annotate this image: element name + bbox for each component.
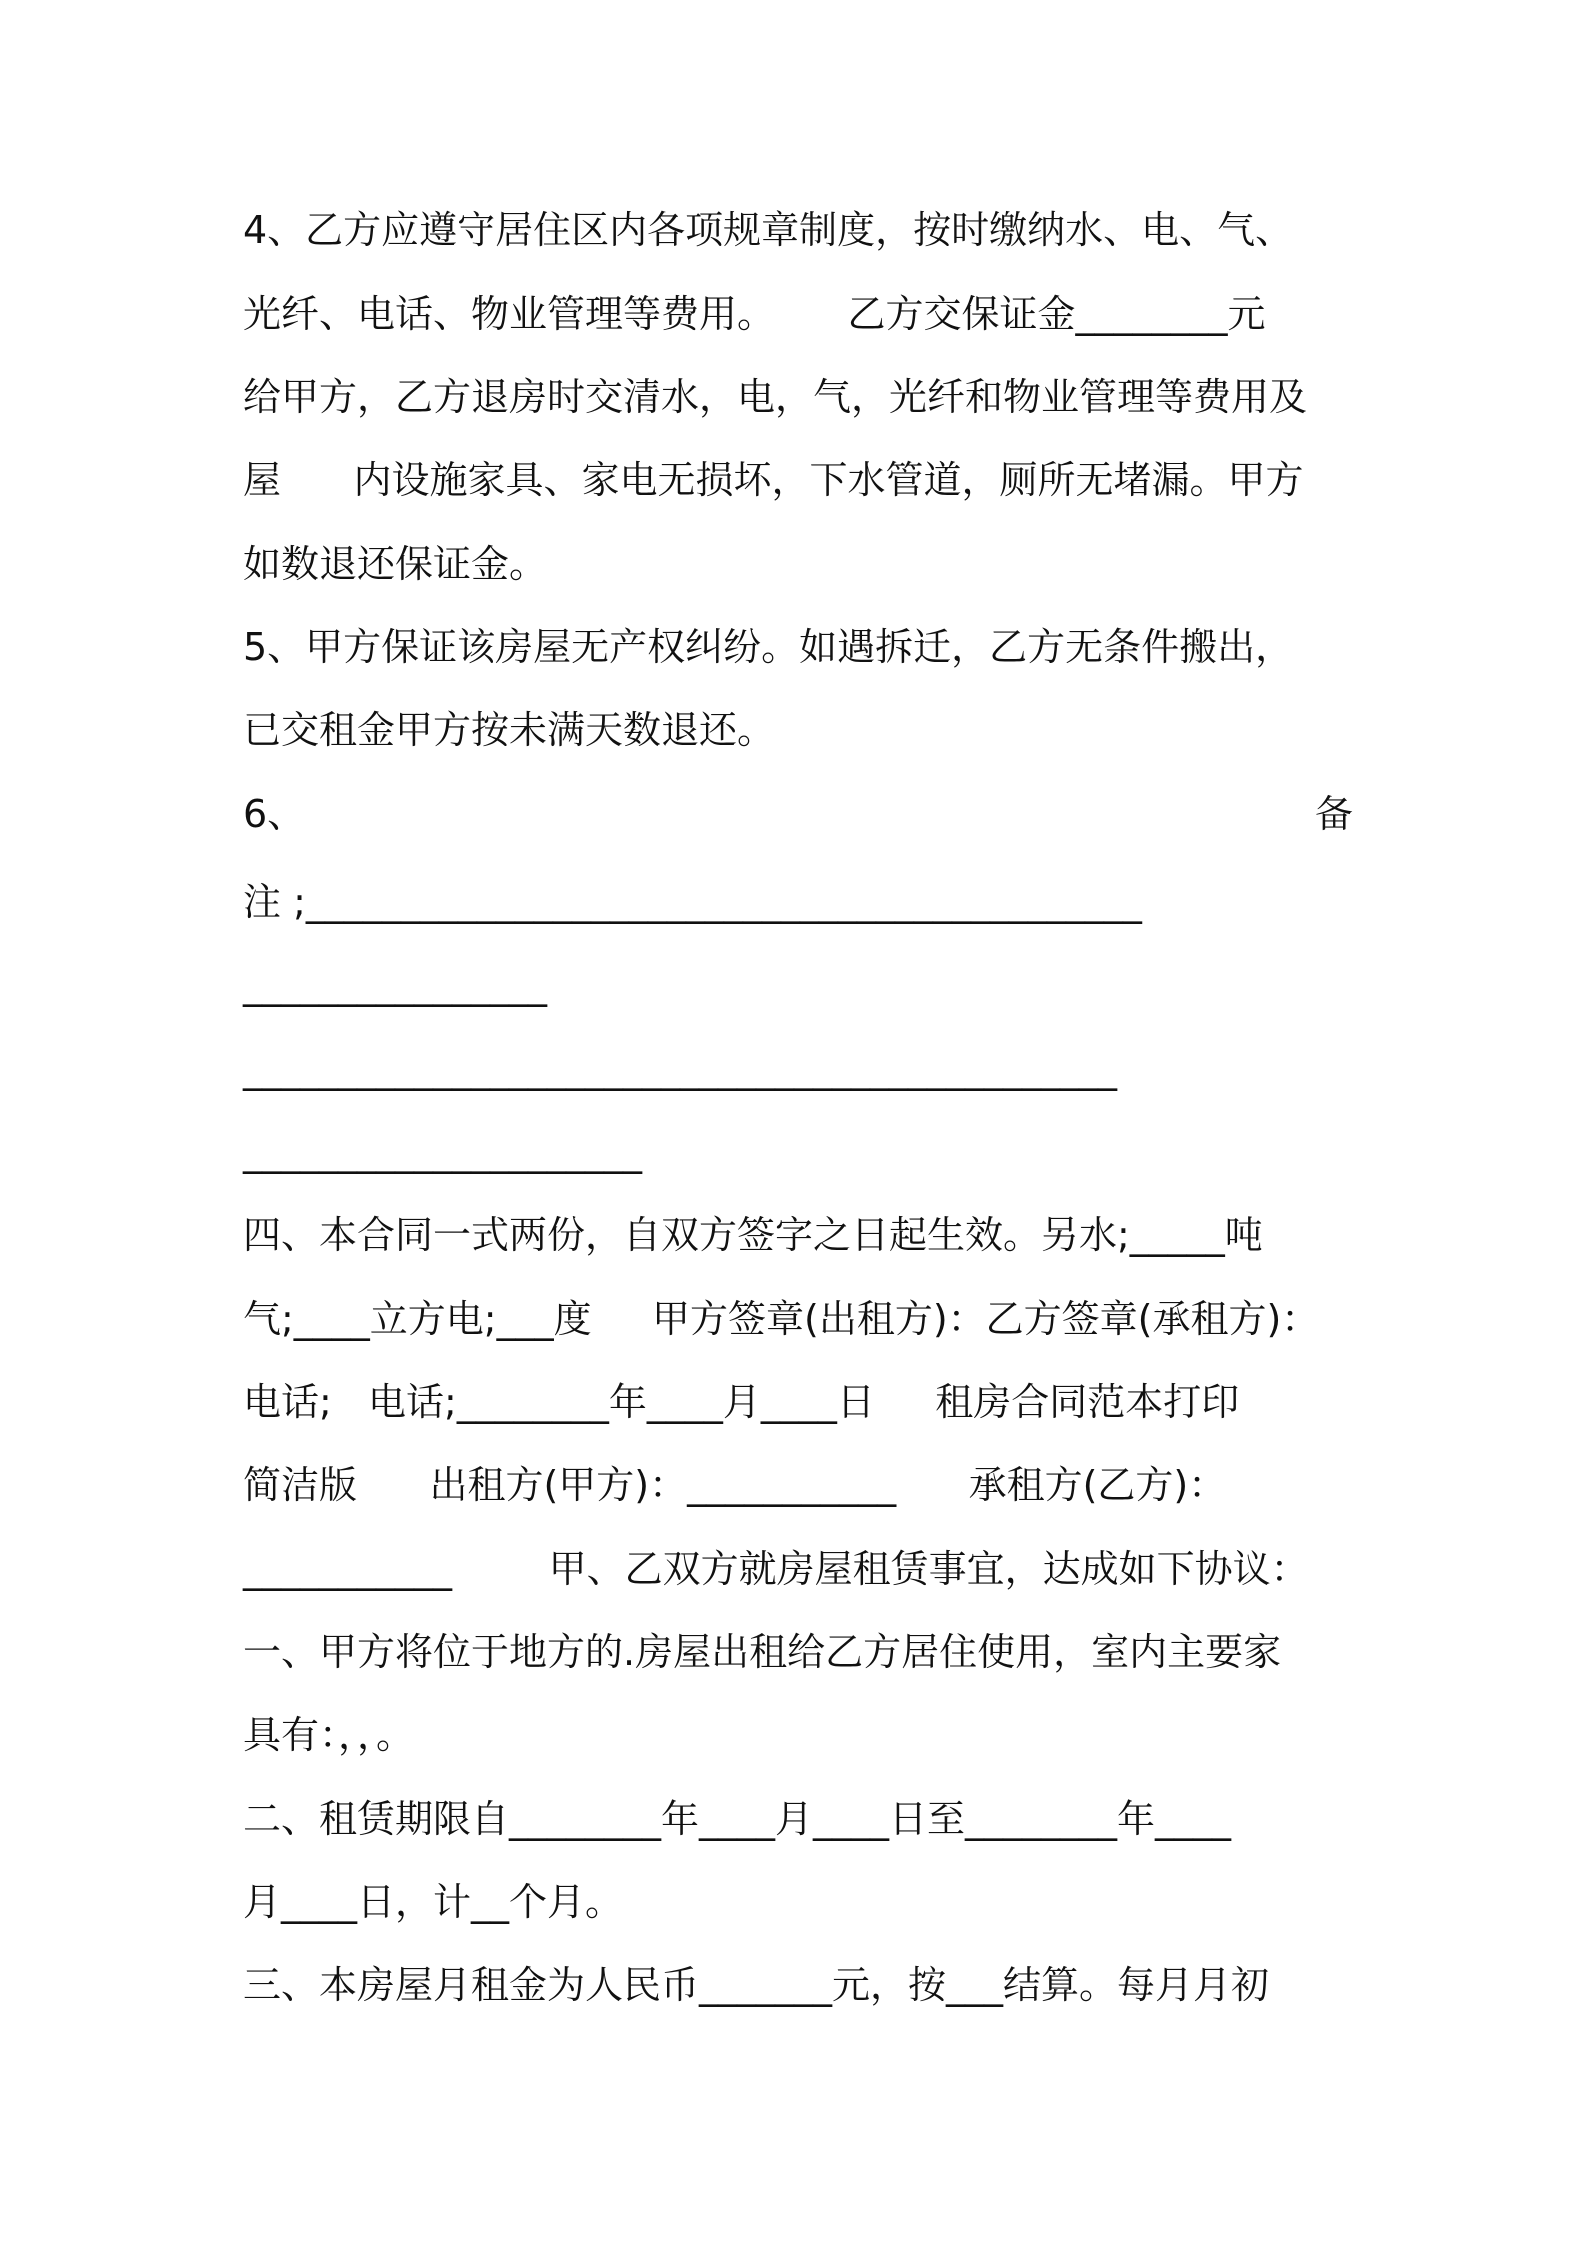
blank-line: ______________________________________________ <box>243 1047 1117 1091</box>
text-line: 月____日，计__个月。 <box>243 1880 624 1924</box>
text-line: 四、本合同一式两份，自双方签字之日起生效。另水;_____吨 <box>243 1213 1263 1257</box>
item-6-number: 6、 <box>243 792 306 836</box>
text-line: 三、本房屋月租金为人民币_______元，按___结算。每月月初 <box>243 1963 1270 2007</box>
text-line: 屋 内设施家具、家电无损坏，下水管道，厕所无堵漏。甲方 <box>243 458 1304 502</box>
text-line: 光纤、电话、物业管理等费用。 乙方交保证金________元 <box>243 292 1266 336</box>
text-line: 给甲方，乙方退房时交清水，电，气，光纤和物业管理等费用及 <box>243 375 1308 419</box>
text-line: 简洁版 出租方(甲方)：___________ 承租方(乙方)： <box>243 1463 1227 1507</box>
text-line: 一、甲方将位于地方的.房屋出租给乙方居住使用，室内主要家 <box>243 1630 1282 1674</box>
text-line: 5、甲方保证该房屋无产权纠纷。如遇拆迁，乙方无条件搬出， <box>243 625 1294 669</box>
item-6-label: 备 <box>1314 792 1353 836</box>
text-line: ___________ 甲、乙双方就房屋租赁事宜，达成如下协议： <box>243 1547 1309 1591</box>
text-line: 如数退还保证金。 <box>243 542 548 586</box>
text-line: 注 ;____________________________________________ <box>243 880 1142 924</box>
text-line: 二、租赁期限自________年____月____日至________年____ <box>243 1797 1232 1841</box>
text-line: 具有：，，。 <box>243 1713 415 1757</box>
item-6-heading <box>243 789 1353 839</box>
blank-line: _____________________ <box>243 1130 642 1174</box>
text-line: 4、乙方应遵守居住区内各项规章制度，按时缴纳水、电、气、 <box>243 208 1294 252</box>
text-line: 电话; 电话;________年____月____日 租房合同范本打印 <box>243 1380 1240 1424</box>
text-line: 已交租金甲方按未满天数退还。 <box>243 708 776 752</box>
blank-line: ________________ <box>243 963 547 1007</box>
text-line: 气;____立方电;___度 甲方签章(出租方)：乙方签章(承租方)： <box>243 1297 1320 1341</box>
